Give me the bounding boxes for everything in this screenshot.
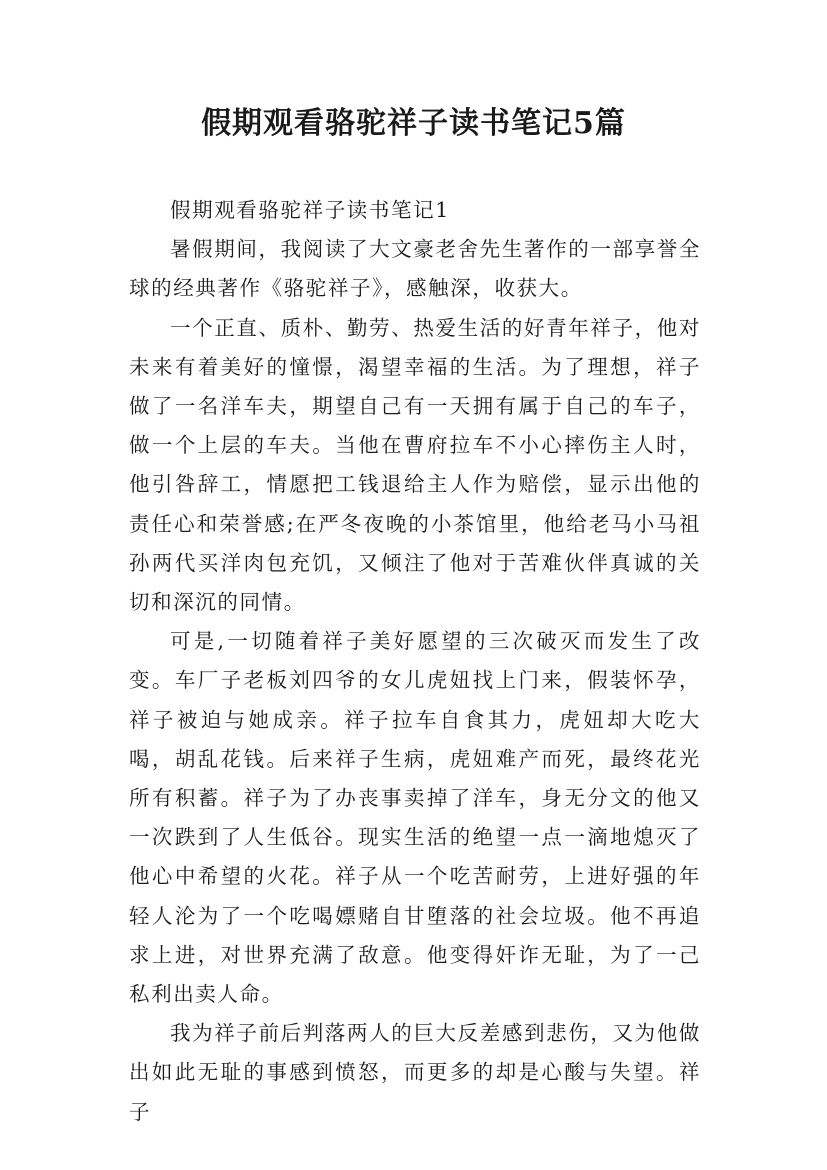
document-body <box>129 191 701 1132</box>
document-title: 假期观看骆驼祥子读书笔记5篇 <box>201 106 626 141</box>
paragraph-change: 可是,一切随着祥子美好愿望的三次破灭而发生了改变。车厂子老板刘四爷的女儿虎妞找上门来，假装怀孕，祥子被迫与她成亲。祥子拉车自食其力，虎妞却大吃大喝，胡乱花钱。后来祥子生病，虎妞难产而死，最终花光所有积蓄。祥子为了办丧事卖掉了洋车，身无分文的他又一次跌到了人生低谷。现实生活的绝望一点一滴地熄灭了他心中希望的火花。祥子从一个吃苦耐劳，上进好强的年轻人沦为了一个吃喝嫖赌自甘堕落的社会垃圾。他不再追求上进，对世界充满了敌意。他变得奸诈无耻，为了一己私利出卖人命。 <box>129 629 701 1007</box>
paragraph-reflection: 我为祥子前后判落两人的巨大反差感到悲伤，又为他做出如此无耻的事感到愤怒，而更多的却是心酸与失望。祥子 <box>129 1021 701 1124</box>
paragraph-intro: 暑假期间，我阅读了大文豪老舍先生著作的一部享誉全球的经典著作《骆驼祥子》，感触深，收获大。 <box>129 237 701 301</box>
section-heading: 假期观看骆驼祥子读书笔记1 <box>170 198 450 222</box>
paragraph-character: 一个正直、质朴、勤劳、热爱生活的好青年祥子，他对未来有着美好的憧憬，渴望幸福的生活。为了理想，祥子做了一名洋车夫，期望自己有一天拥有属于自己的车子，做一个上层的车夫。当他在曹府拉车不小心摔伤主人时，他引咎辞工，情愿把工钱退给主人作为赔偿，显示出他的责任心和荣誉感;在严冬夜晚的小茶馆里，他给老马小马祖孙两代买洋肉包充饥，又倾注了他对于苦难伙伴真诚的关切和深沉的同情。 <box>129 315 701 615</box>
